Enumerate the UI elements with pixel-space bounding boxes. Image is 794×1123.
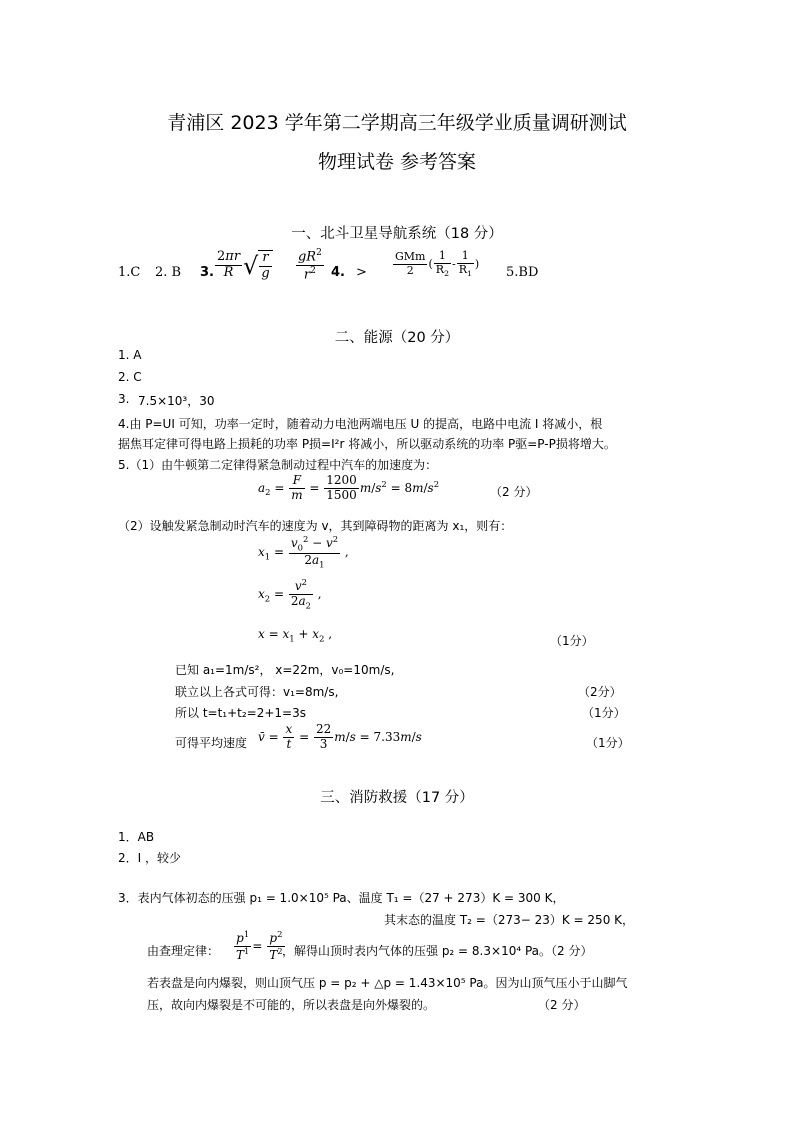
acceleration-formula: $a_2$ = $\frac{F}{m}$ = $\frac{1200}{1500}$ $m/s^2 = 8m/s^2$ — [258, 473, 440, 502]
sec1-answer-1: 1.C — [118, 265, 141, 280]
section-1-heading: 一、北斗卫星导航系统（18 分） — [291, 226, 503, 242]
score-1pt-a: （1分） — [550, 634, 594, 648]
sec2-answer-3-value: 7.5×10³，30 — [138, 394, 215, 408]
avg-velocity-label: 可得平均速度 — [175, 736, 248, 750]
score-1pt-b: （1分） — [582, 706, 626, 720]
x2-formula: $x_2$ = $\frac{v^2}{2a_2}$ , — [258, 577, 322, 611]
sec3-answer-3-line5: 压，故向内爆裂是不可能的，所以表盘是向外爆裂的。 — [147, 998, 436, 1012]
score-1pt-c: （1分） — [586, 736, 630, 750]
sec2-answer-1: 1. A — [118, 348, 142, 362]
sec2-answer-5-intro: 5.（1）由牛顿第二定律得紧急制动过程中汽车的加速度为： — [118, 458, 438, 472]
doc-subtitle: 物理试卷 参考答案 — [317, 151, 477, 173]
section-2-heading: 二、能源（20 分） — [334, 330, 460, 346]
sec1-answer-4-sign: > — [356, 265, 367, 280]
sec1-answer-3-num: 3. — [200, 265, 214, 280]
score-2pts-b: （2分） — [578, 685, 622, 699]
charles-law-label: 由查理定律： — [147, 944, 220, 958]
sec3-answer-3-line2: 其末态的温度 T₂ =（273− 23）K = 250 K， — [384, 913, 635, 927]
charles-law-formula: $\frac{p^1}{T^1}$ = $\frac{p^2}{T^2}$ — [236, 929, 283, 962]
sec1-answer-5: 5.BD — [506, 265, 539, 280]
sec3-answer-1: 1．AB — [118, 830, 155, 844]
x-sum-formula: $x = x_1 + x_2$ , — [258, 627, 333, 644]
sec2-answer-2: 2. C — [118, 370, 142, 384]
sec3-answer-3-line4: 若表盘是向内爆裂，则山顶气压 p = p₂ + △p = 1.43×10⁵ Pa。因为山顶气压小于山脚气 — [147, 976, 628, 990]
sec1-answer-4-num: 4. — [331, 265, 345, 280]
score-2pts-c: （2 分） — [538, 998, 586, 1012]
known-values: 已知 a₁=1m/s²， x=22m，v₀=10m/s, — [175, 663, 395, 677]
sec3-answer-2: 2．Ⅰ ，较少 — [118, 851, 181, 865]
x1-formula: $x_1$ = $\frac{v_0^2 - v^2}{2a_1}$ , — [258, 534, 349, 570]
sec2-answer-5-part2: （2）设触发紧急制动时汽车的速度为 v，其到障碍物的距离为 x₁，则有： — [118, 519, 513, 533]
section-3-heading: 三、消防救援（17 分） — [320, 790, 474, 806]
sec1-answer-2: 2. B — [155, 265, 182, 280]
doc-title: 青浦区 2023 学年第二学期高三年级学业质量调研测试 — [167, 112, 627, 134]
time-result: 所以 t=t₁+t₂=2+1=3s — [175, 706, 306, 720]
sec3-answer-3-line1: 3．表内气体初态的压强 p₁ = 1.0×10⁵ Pa、温度 T₁ =（27 + 273）K = 300 K， — [118, 891, 565, 905]
combine-result: 联立以上各式可得：v₁=8m/s, — [175, 685, 339, 699]
sec1-answer-4-formula: $\frac{\text{GMm}}{2}$ ( $\frac{1}{R_2}$ - $\frac{1}{R_1}$ ) — [395, 249, 480, 278]
sec2-answer-4-line2: 据焦耳定律可得电路上损耗的功率 P损=I²r 将减小，所以驱动系统的功率 P驱=P-P损将增大。 — [118, 437, 616, 451]
sec1-answer-3-formula: $\frac{2\pi r}{R}$ √ $\frac{r}{g}$ $\frac{gR^2}{r^2}$ — [217, 248, 322, 283]
score-2pts-a: （2 分） — [490, 485, 538, 499]
avg-velocity-formula: v̄ = $\frac{x}{t}$ = $\frac{22}{3}$ m/s = 7.33m/s — [258, 722, 422, 751]
sec2-answer-4-line1: 4.由 P=UI 可知，功率一定时，随着动力电池两端电压 U 的提高，电路中电流 I 将减小，根 — [118, 417, 603, 431]
sec2-answer-3-num: 3. — [118, 392, 130, 406]
charles-law-result: ，解得山顶时表内气体的压强 p₂ = 8.3×10⁴ Pa。（2 分） — [282, 944, 593, 958]
